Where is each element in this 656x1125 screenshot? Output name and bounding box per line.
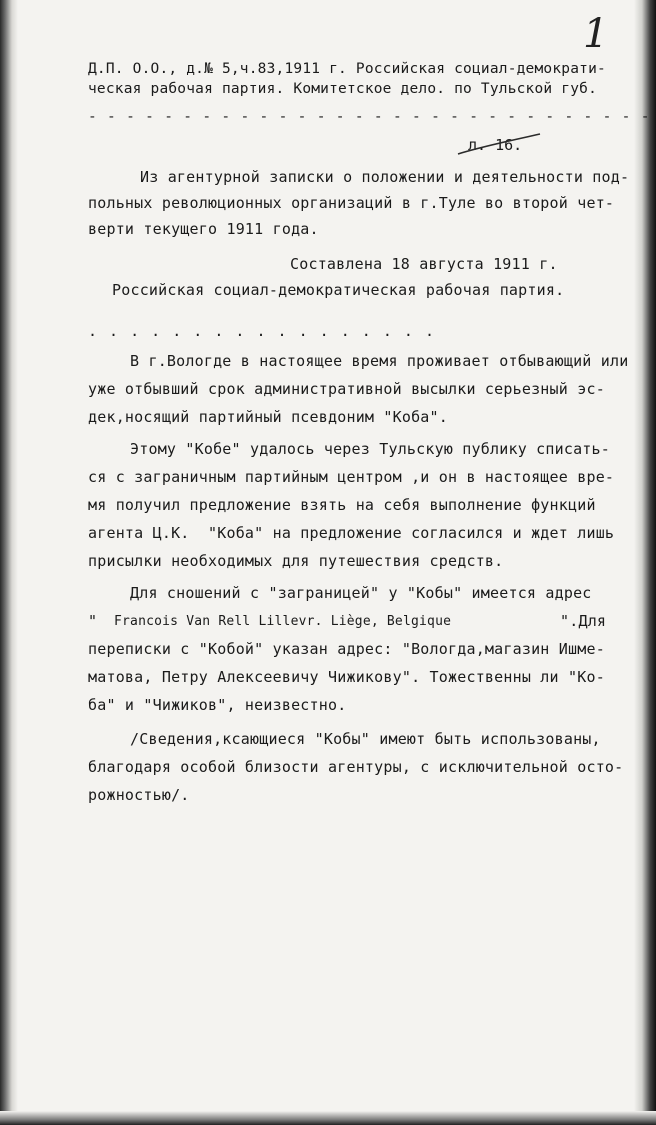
body-p3-line-5: ба" и "Чижиков", неизвестно.	[88, 696, 347, 714]
intro-line-1: Из агентурной записки о положении и деятельности под-	[140, 168, 630, 186]
intro-line-3: верти текущего 1911 года.	[88, 220, 319, 238]
intro-line-2: польных революционных организаций в г.Туле во второй чет-	[88, 194, 615, 212]
body-p2-line-2: ся с заграничным партийным центром ,и он в настоящее вре-	[88, 468, 615, 486]
body-p1-line-1: В г.Вологде в настоящее время проживает отбывающий или	[130, 352, 629, 370]
body-p2-line-5: присылки необходимых для путешествия средств.	[88, 552, 504, 570]
body-p1-line-3: дек,носящий партийный псевдоним "Коба".	[88, 408, 448, 426]
archive-reference-line-2: ческая рабочая партия. Комитетское дело. по Тульской губ.	[88, 81, 597, 97]
body-p4-line-2: благодаря особой близости агентуры, с исключительной осто-	[88, 758, 624, 776]
leaf-number: л. 16.	[468, 136, 523, 154]
foreign-address: Francois Van Rell Lillevr. Liège, Belgique	[114, 614, 452, 629]
header-separator: - - - - - - - - - - - - - - - - - - - - - - - - - - - - - -	[88, 109, 651, 125]
body-p3-line-4: матова, Петру Алексеевичу Чижикову". Тожественны ли "Ко-	[88, 668, 605, 686]
compiled-date: Составлена 18 августа 1911 г.	[290, 255, 558, 273]
scan-edge-bottom	[0, 1111, 656, 1125]
body-p2-line-4: агента Ц.К. "Коба" на предложение согласился и ждет лишь	[88, 524, 615, 542]
address-quote-open: "	[88, 612, 98, 630]
body-p1-line-2: уже отбывший срок административной высылки серьезный эс-	[88, 380, 605, 398]
address-quote-close: ".Для	[560, 612, 607, 630]
body-p2-line-1: Этому "Кобе" удалось через Тульскую публику списать-	[130, 440, 610, 458]
body-p4-line-1: /Сведения,ксающиеся "Кобы" имеют быть использованы,	[130, 730, 601, 748]
leaf-strike-mark	[454, 132, 544, 158]
handwritten-page-number: 1	[583, 11, 609, 57]
body-p3-line-3: переписки с "Кобой" указан адрес: "Вологда,магазин Ишме-	[88, 640, 605, 658]
omission-dots: . . . . . . . . . . . . . . . . .	[88, 322, 436, 340]
body-p2-line-3: мя получил предложение взять на себя выполнение функций	[88, 496, 596, 514]
body-p3-line-1: Для сношений с "заграницей" у "Кобы" имеется адрес	[130, 584, 592, 602]
scan-edge-left	[0, 0, 18, 1125]
scan-edge-right	[634, 0, 656, 1125]
archive-reference-line-1: Д.П. О.О., д.№ 5,ч.83,1911 г. Российская социал-демократи-	[88, 61, 606, 77]
body-p4-line-3: рожностью/.	[88, 786, 190, 804]
party-heading: Российская социал-демократическая рабочая партия.	[112, 281, 565, 299]
